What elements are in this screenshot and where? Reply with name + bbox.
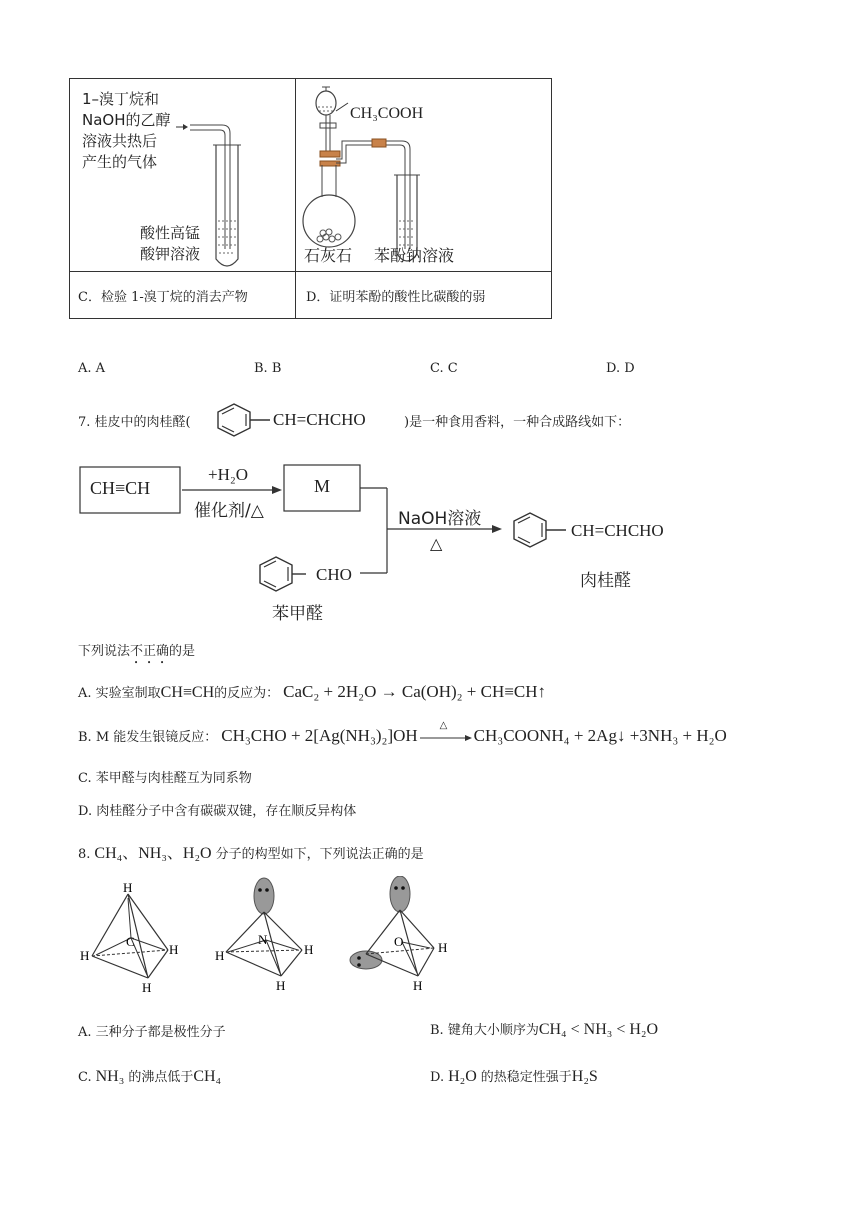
q7-option-b: B. M 能发生银镜反应： CH₃CHO + 2[Ag(NH₃)₂]OH △ CH₃COONH₄ + 2Ag↓ +3NH₃ + H₂O	[78, 719, 727, 745]
svg-text:N: N	[258, 932, 268, 947]
q6-option-a: A. A	[78, 361, 106, 376]
kmno4-label: 酸性高锰 酸钾溶液	[140, 224, 201, 263]
cell-d-diagram	[296, 79, 552, 272]
scheme-reagent-bottom: 催化剂/△	[194, 501, 264, 521]
svg-text:H: H	[80, 948, 90, 963]
svg-text:H: H	[304, 942, 314, 957]
scheme-benzaldehyde-name: 苯甲醛	[272, 604, 323, 624]
svg-text:C: C	[126, 934, 135, 949]
acetic-acid-label: CH₃COOH	[350, 105, 424, 122]
nh3-model	[215, 878, 313, 993]
q8-option-d: D. H₂O 的热稳定性强于H₂S	[430, 1068, 598, 1085]
q6-option-b: B. B	[254, 361, 282, 376]
scheme-intermediate: M	[314, 476, 331, 496]
synthesis-scheme	[60, 455, 780, 635]
scheme-product-name: 肉桂醛	[580, 571, 631, 591]
svg-text:H: H	[123, 880, 133, 895]
q7-stem-prefix: 7. 桂皮中的肉桂醛(	[78, 415, 191, 430]
q7-option-a-equation: CaC₂ + 2H₂O → Ca(OH)₂ + CH≡CH↑	[283, 682, 546, 701]
gas-label: 1–溴丁烷和 NaOH的乙醇 溶液共热后 产生的气体	[82, 90, 171, 171]
sodium-phenoxide-label: 苯酚钠溶液	[374, 246, 455, 265]
svg-text:H: H	[276, 978, 286, 993]
q7-option-a: A. 实验室制取CH≡CH的反应为： CaC₂ + 2H₂O → Ca(OH)₂ + CH≡CH↑	[78, 682, 546, 701]
q7-question-emphasis: 不正确	[130, 644, 170, 659]
q6-option-d: D. D	[606, 361, 635, 376]
q8-stem: 8. CH₄、NH₃、H₂O 分子的构型如下，下列说法正确的是	[78, 845, 424, 862]
benzene-ring-stem	[212, 400, 272, 440]
svg-text:H: H	[169, 942, 179, 957]
scheme-reagent-top: +H₂O	[208, 465, 249, 484]
q8-option-c: C. NH₃ 的沸点低于CH₄	[78, 1068, 222, 1085]
svg-text:H: H	[438, 940, 448, 955]
limestone-label: 石灰石	[304, 246, 353, 265]
svg-text:H: H	[215, 948, 225, 963]
scheme-product-formula: CH=CHCHO	[571, 521, 664, 540]
caption-c: C．检验 1-溴丁烷的消去产物	[70, 272, 296, 319]
scheme-start: CH≡CH	[90, 478, 151, 498]
q7-question: 下列说法不正确的是	[78, 644, 196, 659]
q7-option-c: C. 苯甲醛与肉桂醛互为同系物	[78, 771, 252, 786]
q8-option-a: A. 三种分子都是极性分子	[78, 1025, 226, 1040]
q7-stem-suffix: )是一种食用香料，一种合成路线如下：	[404, 415, 631, 430]
ch4-model	[80, 880, 178, 995]
reaction-arrow: △	[418, 730, 474, 746]
q8-option-b: B. 键角大小顺序为CH₄ < NH₃ < H₂O	[430, 1021, 659, 1038]
molecule-models	[76, 876, 496, 996]
experiment-table	[69, 78, 552, 319]
q7-stem-formula: CH=CHCHO	[273, 410, 366, 429]
scheme-heat: △	[430, 534, 443, 553]
svg-text:H: H	[142, 980, 152, 995]
q6-option-c: C. C	[430, 361, 458, 376]
cell-c-diagram	[70, 79, 296, 272]
scheme-naoh: NaOH溶液	[398, 509, 482, 529]
svg-text:H: H	[413, 978, 423, 993]
svg-text:O: O	[394, 934, 404, 949]
h2o-model	[350, 876, 447, 993]
scheme-benzaldehyde-formula: CHO	[316, 565, 352, 584]
q7-option-d: D. 肉桂醛分子中含有碳碳双键，存在顺反异构体	[78, 804, 357, 819]
caption-d: D．证明苯酚的酸性比碳酸的弱	[296, 272, 552, 319]
